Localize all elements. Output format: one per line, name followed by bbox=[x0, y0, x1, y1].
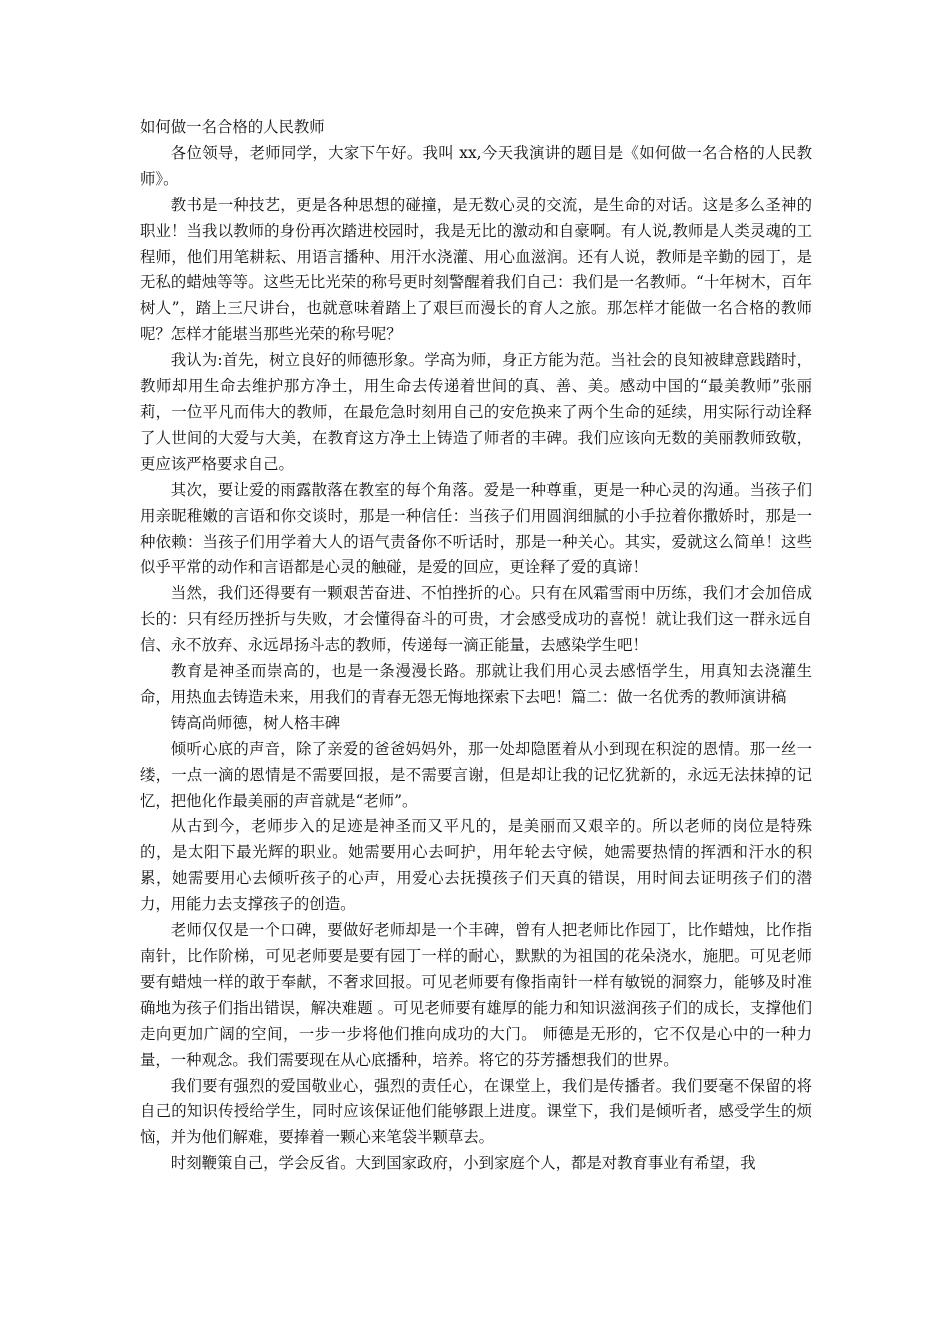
paragraph-inner-voice: 倾听心底的声音，除了亲爱的爸爸妈妈外，那一处却隐匿着从小到现在积淀的恩情。那一丝一缕，一点一滴的恩情是不需要回报，是不需要言谢，但是却让我的记忆犹新的，永远无法抹掉的记忆，把他化作最美丽的声音就是“老师”。 bbox=[140, 739, 812, 810]
paragraph-reflection: 时刻鞭策自己，学会反省。大到国家政府，小到家庭个人，都是对教育事业有希望，我 bbox=[170, 1154, 756, 1173]
paragraph-patriotism: 我们要有强烈的爱国敬业心，强烈的责任心，在课堂上，我们是传播者。我们要毫不保留的将自己的知识传授给学生，同时应该保证他们能够跟上进度。课堂下，我们是倾听者，感受学生的烦恼，并为他们解难，要捧着一颗心来笔袋半颗草去。 bbox=[140, 1076, 812, 1147]
paragraph-perseverance: 当然，我们还得要有一颗艰苦奋进、不怕挫折的心。只有在风霜雪雨中历练，我们才会加倍成长的：只有经历挫折与失败，才会懂得奋斗的可贵，才会感受成功的喜悦！就让我们这一群永远自信、永不放弃、永远昂扬斗志的教师，传递每一滴正能量，去感染学生吧！ bbox=[140, 584, 812, 655]
paragraph-love: 其次，要让爱的雨露散落在教室的每个角落。爱是一种尊重，更是一种心灵的沟通。当孩子们用亲昵稚嫩的言语和你交谈时，那是一种信任：当孩子们用圆润细腻的小手拉着你撒娇时，那是一种依赖：当孩子们用学着大人的语气责备你不听话时，那是一种关心。其实，爱就这么简单！这些似乎平常的动作和言语都是心灵的触碰，是爱的回应，更诠释了爱的真谛！ bbox=[140, 480, 812, 577]
paragraph-greeting: 各位领导，老师同学，大家下午好。我叫 xx,今天我演讲的题目是《如何做一名合格的人民教师》。 bbox=[140, 143, 812, 188]
paragraph-monument: 老师仅仅是一个口碑，要做好老师却是一个丰碑，曾有人把老师比作园丁，比作蜡烛，比作指南针，比作阶梯，可见老师要是要有园丁一样的耐心，默默的为祖国的花朵浇水，施肥。可见老师要有蜡烛一样的敢于奉献，不奢求回报。可见老师要有像指南针一样有敏锐的洞察力，能够及时准确地为孩子们指出错误，解决难题 。可见老师要有雄厚的能力和知识滋润孩子们的成长，支撑他们走向更加广阔的空间，一步一步将他们推向成功的大门。 师德是无形的，它不仅是心中的一种力量，一种观念。我们需要现在从心底播种，培养。将它的芬芳播想我们的世界。 bbox=[140, 921, 812, 1069]
paragraph-teaching-art: 教书是一种技艺，更是各种思想的碰撞，是无数心灵的交流，是生命的对话。这是多么圣神的职业！当我以教师的身份再次踏进校园时，我是无比的激动和自豪啊。有人说,教师是人类灵魂的工程师，他们用笔耕耘、用语言播种、用汗水浇灌、用心血滋润。还有人说，教师是辛勤的园丁，是无私的蜡烛等等。这些无比光荣的称号更时刻警醒着我们自己：我们是一名教师。“十年树木，百年树人”，踏上三尺讲台，也就意味着踏上了艰巨而漫长的育人之旅。那怎样才能做一名合格的教师呢？怎样才能堪当那些光荣的称号呢？ bbox=[140, 195, 812, 344]
document-page bbox=[140, 115, 812, 1177]
paragraph-conclusion: 教育是神圣而崇高的，也是一条漫漫长路。那就让我们用心灵去感悟学生，用真知去浇灌生命，用热血去铸造未来，用我们的青春无怨无悔地探索下去吧！篇二：做一名优秀的教师演讲稿 bbox=[140, 662, 812, 706]
section-heading: 铸高尚师德，树人格丰碑 bbox=[170, 713, 341, 732]
document-title: 如何做一名合格的人民教师 bbox=[140, 118, 325, 136]
paragraph-ethics: 我认为:首先，树立良好的师德形象。学高为师，身正方能为范。当社会的良知被肆意践踏时，教师却用生命去维护那方净土，用生命去传递着世间的真、善、美。感动中国的“最美教师”张丽莉，一位平凡而伟大的教师，在最危急时刻用自己的安危换来了两个生命的延续，用实际行动诠释了人世间的大爱与大美，在教育这方净土上铸造了师者的丰碑。我们应该向无数的美丽教师致敬，更应该严格要求自己。 bbox=[140, 351, 812, 473]
paragraph-history: 从古到今，老师步入的足迹是神圣而又平凡的，是美丽而又艰辛的。所以老师的岗位是特殊的，是太阳下最光辉的职业。她需要用心去呵护，用年轮去守候，她需要热情的挥洒和汗水的积累，她需要用心去倾听孩子的心声，用爱心去抚摸孩子们天真的错误，用时间去证明孩子们的潜力，用能力去支撑孩子的创造。 bbox=[140, 817, 812, 914]
